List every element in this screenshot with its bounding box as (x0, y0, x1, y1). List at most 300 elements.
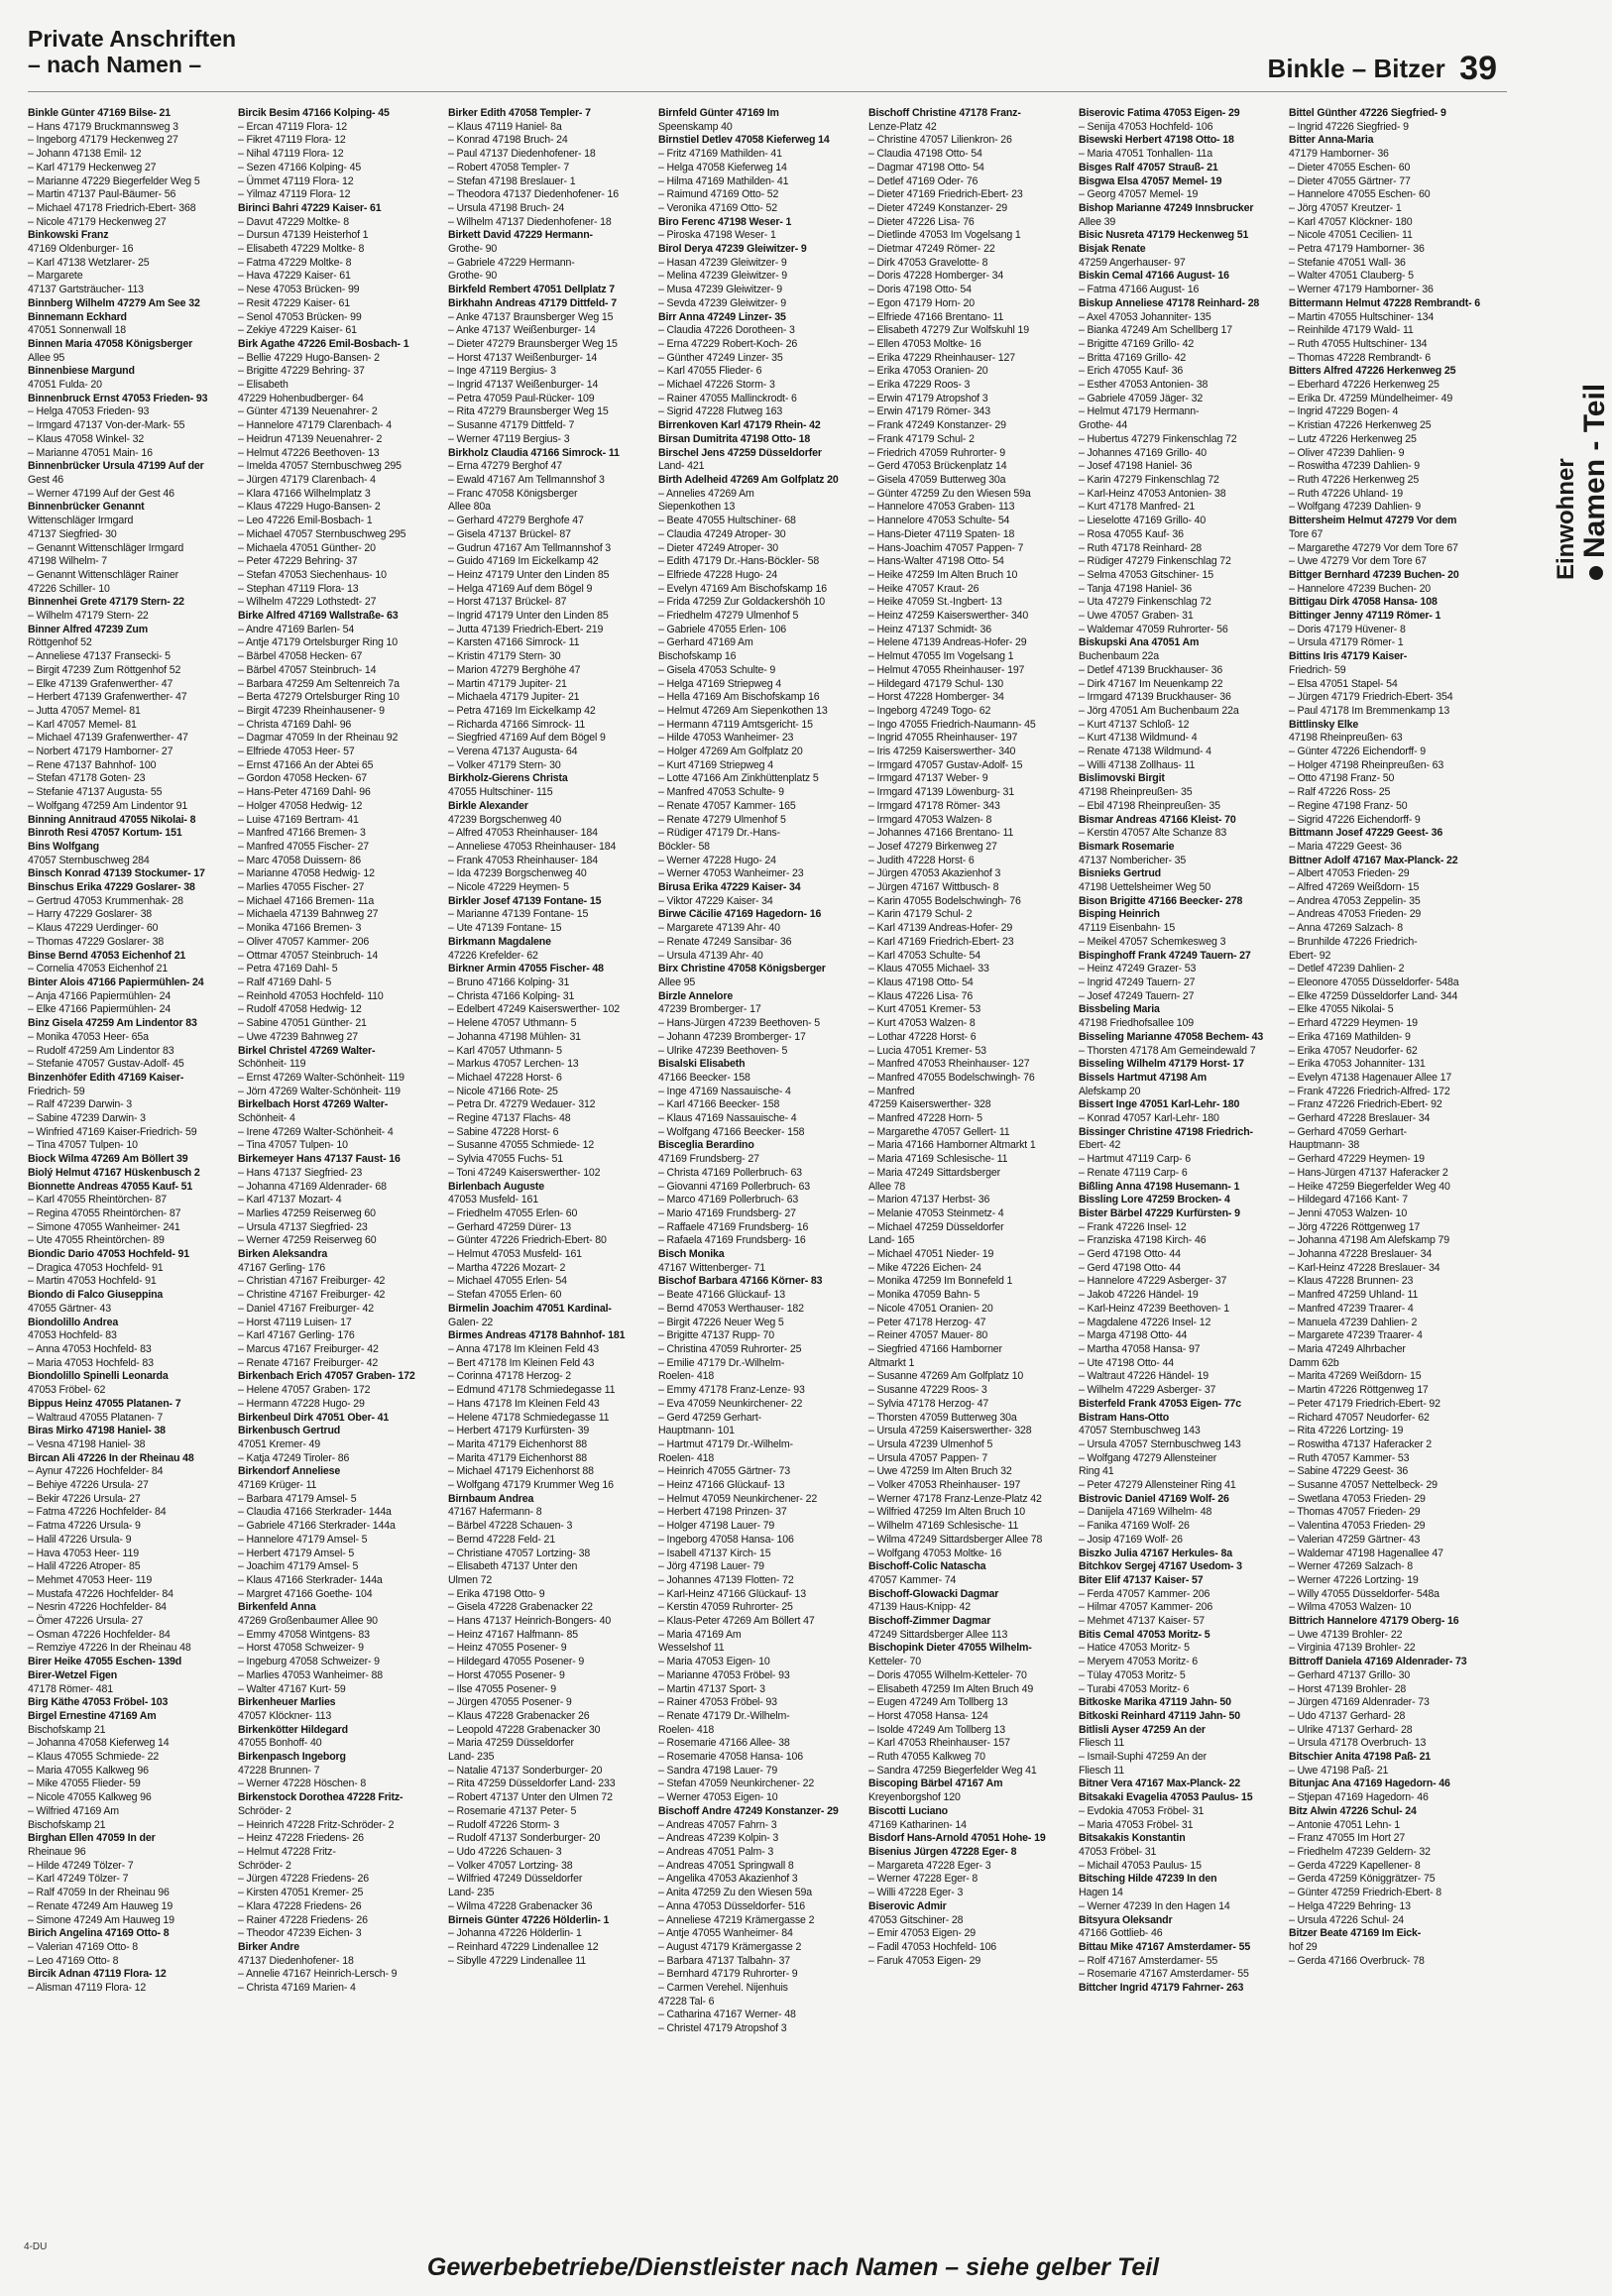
directory-entry: – Marlies 47259 Reiserweg 60 (238, 1206, 376, 1219)
directory-entry: – Sibylle 47229 Lindenallee 11 (448, 1954, 587, 1967)
directory-entry: Biolý Helmut 47167 Hüskenbusch 2 (28, 1166, 200, 1179)
directory-entry: Biscotti Luciano (868, 1804, 949, 1817)
directory-entry: – Klara 47166 Wilhelmplatz 3 (238, 487, 371, 500)
directory-entry: – Margarete 47239 Traarer- 4 (1289, 1329, 1423, 1342)
directory-entry: – Dragica 47053 Hochfeld- 91 (28, 1261, 164, 1274)
directory-entry: 47226 Krefelder- 62 (448, 949, 538, 962)
directory-entry: – Maria 47055 Kalkweg 96 (28, 1764, 149, 1777)
directory-entry: Bitter Anna-Maria (1289, 134, 1374, 147)
directory-entry: – Hermann 47119 Amtsgericht- 15 (658, 718, 813, 731)
directory-entry: – Irmgard 47137 Weber- 9 (868, 772, 988, 785)
directory-entry: Birwe Cäcilie 47169 Hagedorn- 16 (658, 908, 822, 921)
directory-entry: – Anna 47269 Salzach- 8 (1289, 922, 1403, 935)
directory-entry: – Edmund 47178 Schmiedegasse 11 (448, 1384, 616, 1397)
directory-entry: – Martha 47226 Mozart- 2 (448, 1261, 566, 1274)
directory-entry: – Dieter 47279 Braunsberger Weg 15 (448, 337, 618, 350)
directory-entry: Bittger Bernhard 47239 Buchen- 20 (1289, 568, 1459, 581)
directory-entry: – Mike 47226 Eichen- 24 (868, 1261, 981, 1274)
directory-entry: – Ferda 47057 Kammer- 206 (1079, 1587, 1210, 1600)
directory-entry: Bissling Lore 47259 Brocken- 4 (1079, 1194, 1230, 1206)
directory-entry: – Heinz 47137 Schmidt- 36 (868, 623, 992, 635)
directory-entry: – Karl 47057 Uthmann- 5 (448, 1044, 562, 1057)
directory-entry: – Margareta 47228 Eger- 3 (868, 1859, 991, 1872)
directory-entry: – Eleonore 47055 Düsseldorfer- 548a (1289, 976, 1459, 988)
directory-entry: Birghan Ellen 47059 In der (28, 1832, 156, 1845)
directory-entry: – Michaela 47139 Bahnweg 27 (238, 908, 379, 921)
directory-entry: – Gerda 47166 Overbruck- 78 (1289, 1954, 1425, 1967)
directory-entry: – Ralf 47169 Dahl- 5 (238, 976, 332, 988)
directory-entry: 47167 Gerling- 176 (238, 1261, 325, 1274)
directory-entry: – Kristian 47226 Herkenweg 25 (1289, 419, 1432, 432)
directory-entry: – Karl 47137 Mozart- 4 (238, 1194, 342, 1206)
directory-entry: Grothe- 90 (448, 243, 498, 256)
directory-entry: Siepenkothen 13 (658, 501, 736, 514)
directory-entry: – Nicole 47229 Heymen- 5 (448, 881, 569, 894)
directory-entry: – Ingrid 47179 Unter den Linden 85 (448, 610, 609, 623)
directory-entry: – Kurt 47137 Schloß- 12 (1079, 718, 1190, 731)
directory-entry: Bissinger Christine 47198 Friedrich- (1079, 1125, 1253, 1138)
directory-entry: 47169 Oldenburger- 16 (28, 243, 134, 256)
directory-entry: – Helmut 47053 Musfeld- 161 (448, 1248, 582, 1261)
directory-entry: 47198 Wilhelm- 7 (28, 555, 108, 568)
directory-entry: – Edelbert 47249 Kaiserswerther- 102 (448, 1003, 621, 1016)
directory-entry: – Heinrich 47055 Gärtner- 73 (658, 1465, 791, 1478)
directory-entry: – Ernst 47166 An der Abtei 65 (238, 758, 374, 771)
directory-entry: – Susanne 47179 Dittfeld- 7 (448, 419, 575, 432)
directory-entry: – Rudolf 47226 Storm- 3 (448, 1818, 559, 1831)
directory-entry: – Marlies 47053 Wanheimer- 88 (238, 1668, 383, 1681)
directory-entry: – Thomas 47057 Frieden- 29 (1289, 1506, 1421, 1519)
directory-entry: – Dieter 47226 Lisa- 76 (868, 215, 975, 228)
directory-entry: – Elsa 47051 Stapel- 54 (1289, 677, 1398, 690)
directory-entry: – Vesna 47198 Haniel- 38 (28, 1437, 146, 1450)
directory-entry: – Michael 47226 Storm- 3 (658, 379, 775, 392)
directory-entry: Birnstiel Detlev 47058 Kieferweg 14 (658, 134, 830, 147)
directory-entry: Roelen- 418 (658, 1451, 715, 1464)
directory-entry: – Helene 47057 Graben- 172 (238, 1384, 371, 1397)
directory-entry: – Willi 47138 Zollhaus- 11 (1079, 758, 1196, 771)
directory-entry: Hagen 14 (1079, 1887, 1123, 1899)
directory-entry: – Hans-Joachim 47057 Pappen- 7 (868, 541, 1024, 554)
directory-entry: – Ute 47055 Rheintörchen- 89 (28, 1234, 165, 1247)
directory-entry: – Elke 47055 Nikolai- 5 (1289, 1003, 1394, 1016)
directory-entry: – Helmut 47055 Im Vogelsang 1 (868, 650, 1014, 663)
directory-entry: – Inge 47169 Nassauische- 4 (658, 1085, 791, 1097)
directory-entry: – Manfred 47053 Schulte- 9 (658, 786, 784, 799)
directory-entry: – Emmy 47058 Wintgens- 83 (238, 1628, 370, 1641)
directory-entry: – Jörg 47226 Röttgenweg 17 (1289, 1220, 1421, 1233)
directory-entry: Bispinghoff Frank 47249 Tauern- 27 (1079, 949, 1251, 962)
directory-entry: Hauptmann- 101 (658, 1425, 735, 1437)
directory-entry: Bitschier Anita 47198 Paß- 21 (1289, 1751, 1432, 1764)
directory-entry: Altmarkt 1 (868, 1356, 915, 1369)
name-range: Binkle – Bitzer (1267, 54, 1445, 83)
directory-entry: – Kurt 47169 Striepweg 4 (658, 758, 773, 771)
directory-entry: – Holger 47058 Hedwig- 12 (238, 799, 363, 812)
directory-entry: – Katja 47249 Tiroler- 86 (238, 1451, 350, 1464)
directory-entry: Land- 235 (448, 1887, 495, 1899)
directory-entry: – Dieter 47249 Atroper- 30 (658, 541, 778, 554)
directory-entry: – Waldemar 47059 Ruhrorter- 56 (1079, 623, 1228, 635)
directory-entry: – Detlef 47139 Bruckhauser- 36 (1079, 663, 1223, 676)
directory-entry: – Horst 47119 Luisen- 17 (238, 1316, 352, 1328)
directory-entry: – Waltraud 47055 Platanen- 7 (28, 1411, 164, 1424)
directory-entry: – Werner 47226 Lortzing- 19 (1289, 1573, 1419, 1586)
directory-entry: Bittrich Hannelore 47179 Oberg- 16 (1289, 1615, 1459, 1628)
directory-entry: Bischofskamp 21 (28, 1818, 106, 1831)
directory-entry: – Hannelore 47179 Amsel- 5 (238, 1533, 368, 1546)
directory-entry: – Roswitha 47137 Haferacker 2 (1289, 1437, 1433, 1450)
directory-entry: – Margarete 47139 Ahr- 40 (658, 922, 780, 935)
directory-entry: – Irmgard 47057 Gustav-Adolf- 15 (868, 758, 1023, 771)
directory-entry: – Karin 47055 Bodelschwingh- 76 (868, 894, 1021, 907)
directory-entry: Birkett David 47229 Hermann- (448, 229, 593, 242)
directory-entry: – Sylvia 47178 Herzog- 47 (868, 1397, 989, 1410)
directory-entry: Bisenius Jürgen 47228 Eger- 8 (868, 1846, 1017, 1858)
directory-entry: Bisdorf Hans-Arnold 47051 Hohe- 19 (868, 1832, 1046, 1845)
directory-entry: – Kerstin 47059 Ruhrorter- 25 (658, 1601, 793, 1614)
directory-entry: – Hans-Jürgen 47137 Haferacker 2 (1289, 1166, 1448, 1179)
directory-entry: Bittinger Jenny 47119 Römer- 1 (1289, 610, 1441, 623)
directory-entry: – Martin 47053 Hochfeld- 91 (28, 1275, 157, 1288)
directory-entry: 47055 Hultschiner- 115 (448, 786, 553, 799)
directory-entry: – Dursun 47139 Heisterhof 1 (238, 229, 369, 242)
directory-entry: – Tina 47057 Tulpen- 10 (238, 1139, 348, 1152)
directory-entry: Birg Käthe 47053 Fröbel- 103 (28, 1696, 169, 1709)
directory-entry: – Gisela 47059 Butterweg 30a (868, 473, 1006, 486)
directory-entry: – Werner 47053 Wanheimer- 23 (658, 867, 804, 880)
directory-entry: – Karl 47167 Gerling- 176 (238, 1329, 355, 1342)
directory-entry: Biras Mirko 47198 Haniel- 38 (28, 1425, 166, 1437)
directory-entry: – Magdalene 47226 Insel- 12 (1079, 1316, 1211, 1328)
directory-entry: – Cornelia 47053 Eichenhof 21 (28, 963, 169, 976)
directory-entry: – Mario 47169 Frundsberg- 27 (658, 1206, 796, 1219)
directory-entry: – Theodor 47239 Eichen- 3 (238, 1927, 362, 1940)
directory-entry: Birnfeld Günter 47169 Im (658, 107, 779, 119)
directory-entry: – Ursula 47057 Pappen- 7 (868, 1451, 988, 1464)
directory-entry: – Siegfried 47169 Auf dem Bögel 9 (448, 732, 606, 745)
directory-entry: – Lucia 47051 Kremer- 53 (868, 1044, 986, 1057)
directory-entry: – Heidrun 47139 Neuenahrer- 2 (238, 432, 383, 445)
directory-entry: – Piroska 47198 Weser- 1 (658, 229, 776, 242)
directory-entry: Biondic Dario 47053 Hochfeld- 91 (28, 1248, 189, 1261)
directory-entry: Birer-Wetzel Figen (28, 1668, 118, 1681)
directory-entry: – Gabriele 47059 Jäger- 32 (1079, 392, 1204, 404)
directory-entry: – Marita 47179 Eichenhorst 88 (448, 1451, 587, 1464)
directory-entry: – Andreas 47051 Palm- 3 (658, 1846, 774, 1858)
directory-entry: – Manfred 47239 Traarer- 4 (1289, 1302, 1414, 1315)
directory-entry: – Beate 47055 Hultschiner- 68 (658, 515, 796, 527)
directory-entry: – Marion 47279 Berghöhe 47 (448, 663, 581, 676)
directory-entry: Bisgwa Elsa 47057 Memel- 19 (1079, 174, 1222, 187)
directory-entry: – Helene 47178 Schmiedegasse 11 (448, 1411, 610, 1424)
directory-entry: – Christa 47169 Pollerbruch- 63 (658, 1166, 802, 1179)
directory-entry: Binkle Günter 47169 Bilse- 21 (28, 107, 172, 119)
directory-entry: – Selma 47053 Gitschiner- 15 (1079, 568, 1213, 581)
directory-entry: – Ellen 47053 Moltke- 16 (868, 337, 981, 350)
directory-entry: – Anita 47259 Zu den Wiesen 59a (658, 1887, 812, 1899)
directory-entry: Bison Brigitte 47166 Beecker- 278 (1079, 894, 1243, 907)
directory-entry: – Jürgen 47228 Friedens- 26 (238, 1873, 369, 1886)
directory-entry: – Michael 47259 Düsseldorfer (868, 1220, 1004, 1233)
directory-entry: – Volker 47053 Rheinhauser- 197 (868, 1479, 1021, 1492)
directory-entry: – Eva 47059 Neunkirchener- 22 (658, 1397, 803, 1410)
directory-entry: – Susanne 47055 Schmiede- 12 (448, 1139, 595, 1152)
directory-entry: – Georg 47057 Memel- 19 (1079, 188, 1199, 201)
directory-entry: Alefskamp 20 (1079, 1085, 1141, 1097)
directory-entry: – Wilma 47249 Sittardsberger Allee 78 (868, 1533, 1043, 1546)
directory-entry: – Evdokia 47053 Fröbel- 31 (1079, 1804, 1205, 1817)
directory-entry: – Sandra 47198 Lauer- 79 (658, 1764, 778, 1777)
directory-entry: – Holger 47198 Rheinpreußen- 63 (1289, 758, 1444, 771)
directory-entry: – Herbert 47198 Prinzen- 37 (658, 1506, 787, 1519)
directory-entry: – Ruth 47226 Uhland- 19 (1289, 487, 1403, 500)
directory-entry: – Leo 47226 Emil-Bosbach- 1 (238, 515, 373, 527)
directory-entry: – Sevda 47239 Gleiwitzer- 9 (658, 296, 787, 309)
directory-entry: – Ute 47198 Otto- 44 (1079, 1356, 1174, 1369)
directory-entry: – Kurt 47178 Manfred- 21 (1079, 501, 1196, 514)
directory-entry: – Hartmut 47119 Carp- 6 (1079, 1153, 1191, 1166)
directory-entry: – Ulrike 47137 Gerhard- 28 (1289, 1723, 1413, 1736)
directory-entry: Bismark Rosemarie (1079, 840, 1175, 853)
directory-entry: – Swetlana 47053 Frieden- 29 (1289, 1492, 1426, 1505)
directory-entry: – Sezen 47166 Kolping- 45 (238, 161, 362, 173)
directory-entry: – Valentina 47053 Frieden- 29 (1289, 1520, 1426, 1533)
directory-entry: – Eberhard 47226 Herkenweg 25 (1289, 379, 1439, 392)
directory-entry: Birkle Alexander (448, 799, 528, 812)
directory-entry: Birkmann Magdalene (448, 935, 551, 948)
directory-entry: – Theodora 47137 Diedenhofener- 16 (448, 188, 619, 201)
directory-column (1289, 107, 1494, 2199)
directory-entry: Schröder- 2 (238, 1804, 291, 1817)
directory-entry: Bismar Andreas 47166 Kleist- 70 (1079, 813, 1236, 826)
directory-entry: – Rainer 47055 Mallinckrodt- 6 (658, 392, 797, 404)
directory-entry: Bishop Marianne 47249 Innsbrucker (1079, 201, 1254, 214)
directory-entry: – Rainer 47053 Fröbel- 93 (658, 1696, 777, 1709)
directory-entry: – Elisabeth 47259 Im Alten Bruch 49 (868, 1682, 1034, 1695)
directory-entry: – Andreas 47053 Frieden- 29 (1289, 908, 1422, 921)
directory-entry: – Hatice 47053 Moritz- 5 (1079, 1642, 1190, 1655)
directory-entry: – Heike 47057 Kraut- 26 (868, 582, 979, 595)
directory-entry: – Herbert 47139 Grafenwerther- 47 (28, 691, 187, 704)
directory-entry: – Thorsten 47178 Am Gemeindewald 7 (1079, 1044, 1256, 1057)
directory-entry: – Wilfried 47249 Düsseldorfer (448, 1873, 583, 1886)
directory-entry: – Rita 47226 Lortzing- 19 (1289, 1425, 1404, 1437)
directory-entry: 47178 Römer- 481 (28, 1682, 113, 1695)
directory-entry: – Judith 47228 Horst- 6 (868, 854, 975, 866)
directory-entry: – Karl 47179 Heckenweg 27 (28, 161, 157, 173)
directory-entry: Bistram Hans-Otto (1079, 1411, 1170, 1424)
directory-entry: Allee 39 (1079, 215, 1116, 228)
directory-entry: – Remziye 47226 In der Rheinau 48 (28, 1642, 191, 1655)
directory-entry: – Martin 47055 Hultschiner- 134 (1289, 310, 1435, 323)
directory-entry: – Andreas 47051 Springwall 8 (658, 1859, 794, 1872)
directory-entry: – Karl 47053 Rheinhauser- 157 (868, 1737, 1010, 1750)
directory-entry: Birkendorf Anneliese (238, 1465, 341, 1478)
directory-entry: Biserovic Admir (868, 1899, 947, 1912)
directory-entry: – Holger 47198 Lauer- 79 (658, 1520, 775, 1533)
directory-entry: Binnberg Wilhelm 47279 Am See 32 (28, 296, 200, 309)
directory-entry: – Klaus 47055 Schmiede- 22 (28, 1751, 160, 1764)
directory-entry: Bitz Alwin 47226 Schul- 24 (1289, 1804, 1417, 1817)
directory-entry: – Ercan 47119 Flora- 12 (238, 120, 348, 133)
directory-entry: – Faruk 47053 Eigen- 29 (868, 1954, 981, 1967)
page-heading (28, 26, 325, 77)
directory-entry: Bisnieks Gertrud (1079, 867, 1161, 880)
directory-entry: – Michael 47178 Friedrich-Ebert- 368 (28, 201, 196, 214)
directory-entry: – Viktor 47229 Kaiser- 34 (658, 894, 773, 907)
directory-entry: – Nicole 47051 Oranien- 20 (868, 1302, 993, 1315)
directory-entry: – Toni 47249 Kaiserswerther- 102 (448, 1166, 601, 1179)
directory-entry: – Gerda 47229 Kapellener- 8 (1289, 1859, 1421, 1872)
directory-entry: Bircik Adnan 47119 Flora- 12 (28, 1968, 167, 1981)
directory-entry: – Klaus 47229 Uerdinger- 60 (28, 922, 159, 935)
directory-entry: Birk Agathe 47226 Emil-Bosbach- 1 (238, 337, 409, 350)
directory-entry: – Gerd 47259 Gerhart- (658, 1411, 762, 1424)
directory-entry: Roelen- 418 (658, 1370, 715, 1383)
directory-entry: – Erwin 47179 Atropshof 3 (868, 392, 988, 404)
directory-entry: – Günter 47259 Zu den Wiesen 59a (868, 487, 1031, 500)
directory-entry: 47051 Kremer- 49 (238, 1437, 320, 1450)
directory-entry: – Günter 47226 Eichendorff- 9 (1289, 746, 1426, 758)
directory-entry: – Maria 47249 Sittardsberger (868, 1166, 1001, 1179)
directory-entry: – Irmgard 47137 Von-der-Mark- 55 (28, 419, 185, 432)
directory-entry: Ring 41 (1079, 1465, 1114, 1478)
directory-entry: – Eugen 47249 Am Tollberg 13 (868, 1696, 1008, 1709)
directory-entry: – Hasan 47239 Gleiwitzer- 9 (658, 256, 787, 269)
directory-entry: – Wilfried 47259 Im Alten Bruch 10 (868, 1506, 1026, 1519)
directory-entry: – Karl 47249 Tölzer- 7 (28, 1873, 129, 1886)
directory-entry: – Ruth 47178 Reinhard- 28 (1079, 541, 1203, 554)
directory-entry: – Gisela 47228 Grabenacker 22 (448, 1601, 593, 1614)
header-rule (28, 91, 1507, 92)
page-number: 39 (1459, 50, 1497, 87)
directory-entry: – Kurt 47053 Walzen- 8 (868, 1017, 976, 1030)
directory-entry: – Evelyn 47169 Am Bischofskamp 16 (658, 582, 827, 595)
directory-entry: – Renate 47119 Carp- 6 (1079, 1166, 1188, 1179)
directory-entry: – Claudia 47198 Otto- 54 (868, 148, 982, 161)
directory-entry: Bisjak Renate (1079, 243, 1146, 256)
directory-entry: – Andre 47169 Barlen- 54 (238, 623, 355, 635)
heading-line-2: – nach Namen – (28, 52, 202, 77)
directory-entry: Birkler Josef 47139 Fontane- 15 (448, 894, 602, 907)
directory-entry: – Heinz 47166 Glückauf- 13 (658, 1479, 785, 1492)
directory-entry: – Roswitha 47239 Dahlien- 9 (1289, 460, 1420, 473)
directory-entry: – Willy 47055 Düsseldorfer- 548a (1289, 1587, 1439, 1600)
directory-entry: Bisalski Elisabeth (658, 1058, 746, 1071)
directory-entry: 47055 Gärtner- 43 (28, 1302, 112, 1315)
directory-entry: Bisch Monika (658, 1248, 725, 1261)
directory-entry: – Karl 47055 Flieder- 6 (658, 365, 762, 378)
directory-entry: Bisges Ralf 47057 Strauß- 21 (1079, 161, 1218, 173)
directory-entry: – Irmgard 47139 Bruckhauser- 36 (1079, 691, 1231, 704)
directory-entry: – Monika 47059 Bahn- 5 (868, 1289, 980, 1302)
directory-entry: – Manfred 47055 Fischer- 27 (238, 840, 369, 853)
directory-entry: – Elfriede 47228 Hugo- 24 (658, 568, 777, 581)
directory-entry: – Anna 47053 Hochfeld- 83 (28, 1342, 152, 1355)
directory-entry: – Ursula 47259 Kaiserswerther- 328 (868, 1425, 1032, 1437)
directory-entry: – Claudia 47226 Dorotheen- 3 (658, 324, 795, 337)
directory-entry: – Friedhelm 47055 Erlen- 60 (448, 1206, 578, 1219)
directory-entry: – Margret 47166 Goethe- 104 (238, 1587, 373, 1600)
directory-entry: – Raimund 47169 Otto- 52 (658, 188, 779, 201)
directory-entry: 47051 Fulda- 20 (28, 379, 102, 392)
directory-entry: – Maria 47051 Tonhallen- 11a (1079, 148, 1212, 161)
directory-entry: – Melina 47239 Gleiwitzer- 9 (658, 270, 788, 283)
directory-entry: – Petra 47169 Im Eickelkamp 42 (448, 704, 596, 717)
directory-entry: – Bernd 47053 Werthauser- 182 (658, 1302, 804, 1315)
directory-entry: – Sabine 47051 Günther- 21 (238, 1017, 367, 1030)
directory-entry: 47259 Angerhauser- 97 (1079, 256, 1186, 269)
directory-entry: – Stephan 47119 Flora- 13 (238, 582, 359, 595)
directory-entry: Allee 95 (658, 976, 696, 988)
directory-entry: Bitkoske Marika 47119 Jahn- 50 (1079, 1696, 1231, 1709)
directory-entry: Bittigau Dirk 47058 Hansa- 108 (1289, 596, 1438, 609)
directory-entry: 47053 Hochfeld- 83 (28, 1329, 117, 1342)
directory-entry: – Marco 47169 Pollerbruch- 63 (658, 1194, 799, 1206)
directory-entry: Biserovic Fatima 47053 Eigen- 29 (1079, 107, 1240, 119)
directory-entry: – Wilma 47228 Grabenacker 36 (448, 1899, 593, 1912)
directory-entry: – Thomas 47229 Goslarer- 38 (28, 935, 165, 948)
directory-entry: – Raffaele 47169 Frundsberg- 16 (658, 1220, 809, 1233)
directory-entry: – Horst 47228 Homberger- 34 (868, 691, 1004, 704)
directory-entry: Birmelin Joachim 47051 Kardinal- (448, 1302, 612, 1315)
directory-entry: – Johanna 47198 Am Alefskamp 79 (1289, 1234, 1450, 1247)
directory-entry: – Rainer 47228 Friedens- 26 (238, 1913, 368, 1926)
directory-entry: – Manfred 47055 Bodelschwingh- 76 (868, 1071, 1035, 1084)
directory-entry: – Werner 47228 Höschen- 8 (238, 1778, 367, 1790)
directory-column (28, 107, 233, 2199)
directory-entry: 47249 Sittardsberger Allee 113 (868, 1628, 1008, 1641)
directory-entry: – Nicole 47055 Kalkweg 96 (28, 1791, 152, 1804)
directory-entry: – Christina 47059 Ruhrorter- 25 (658, 1342, 802, 1355)
directory-entry: Birinci Bahri 47229 Kaiser- 61 (238, 201, 382, 214)
directory-entry: – Gerhard 47279 Berghofe 47 (448, 515, 584, 527)
directory-entry: – Christiane 47057 Lortzing- 38 (448, 1547, 591, 1559)
directory-entry: – Marlies 47055 Fischer- 27 (238, 881, 365, 894)
directory-entry: – Klaus 47228 Brunnen- 23 (1289, 1275, 1414, 1288)
directory-entry: – Hava 47053 Heer- 119 (28, 1547, 139, 1559)
directory-entry: – Ursula 47178 Overbruch- 13 (1289, 1737, 1427, 1750)
directory-entry: – Stefan 47198 Breslauer- 1 (448, 174, 576, 187)
directory-entry: – Jakob 47226 Händel- 19 (1079, 1289, 1199, 1302)
directory-entry: – Anneliese 47053 Rheinhauser- 184 (448, 840, 617, 853)
directory-entry: – Uta 47279 Finkenschlag 72 (1079, 596, 1211, 609)
directory-entry: – Dagmar 47198 Otto- 54 (868, 161, 984, 173)
directory-entry: – Brunhilde 47226 Friedrich- (1289, 935, 1418, 948)
directory-entry: – Friedrich 47059 Ruhrorter- 9 (868, 446, 1005, 459)
directory-entry: Binnenbrücker Genannt (28, 501, 145, 514)
directory-entry: – Josip 47169 Wolf- 26 (1079, 1533, 1183, 1546)
directory-entry: – Richard 47057 Neudorfer- 62 (1289, 1411, 1430, 1424)
directory-entry: 47057 Klöckner- 113 (238, 1709, 332, 1722)
directory-entry: – Sigrid 47226 Eichendorff- 9 (1289, 813, 1421, 826)
directory-entry: – Hilde 47249 Tölzer- 7 (28, 1859, 134, 1872)
directory-entry: Ketteler- 70 (868, 1656, 921, 1668)
directory-entry: – Giovanni 47169 Pollerbruch- 63 (658, 1180, 811, 1193)
directory-entry: – Rudolf 47259 Am Lindentor 83 (28, 1044, 174, 1057)
directory-entry: – Claudia 47166 Sterkrader- 144a (238, 1506, 392, 1519)
directory-entry: – Bianka 47249 Am Schellberg 17 (1079, 324, 1232, 337)
directory-entry: – Stefan 47178 Goten- 23 (28, 772, 146, 785)
directory-entry: – Werner 47269 Salzach- 8 (1289, 1560, 1414, 1573)
directory-entry: 47198 Rheinpreußen- 63 (1289, 732, 1403, 745)
directory-entry: – Regina 47055 Rheintörchen- 87 (28, 1206, 181, 1219)
section-tab (1497, 327, 1611, 585)
directory-entry: – Fritz 47169 Mathilden- 41 (658, 148, 782, 161)
directory-entry: – Maria 47053 Hochfeld- 83 (28, 1356, 154, 1369)
directory-entry: – Frank 47249 Konstanzer- 29 (868, 419, 1006, 432)
